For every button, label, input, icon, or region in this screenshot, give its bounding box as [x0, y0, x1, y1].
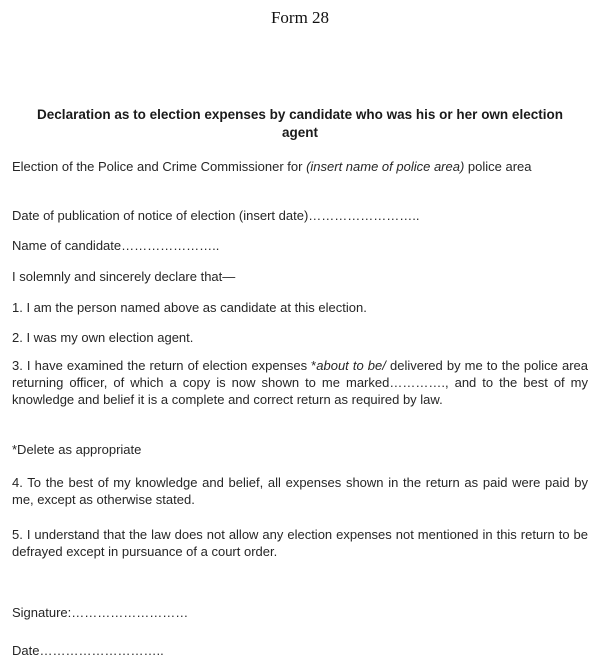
declaration-item-3 — [12, 357, 588, 408]
item-3-text-start: 3. I have examined the return of election expenses * — [12, 358, 317, 373]
date-line: Date……………………….. — [12, 643, 164, 658]
candidate-name-field: Name of candidate………………….. — [12, 238, 220, 253]
declaration-item-2: 2. I was my own election agent. — [12, 330, 194, 345]
election-prefix: Election of the Police and Crime Commissioner for — [12, 159, 307, 174]
delete-note: *Delete as appropriate — [12, 442, 142, 457]
declaration-item-1: 1. I am the person named above as candidate at this election. — [12, 300, 367, 315]
election-insert-instruction: (insert name of police area) — [306, 159, 465, 174]
declaration-intro: I solemnly and sincerely declare that— — [12, 269, 236, 284]
declaration-heading: Declaration as to election expenses by candidate who was his or her own election agent — [37, 107, 563, 140]
declaration-item-4: 4. To the best of my knowledge and belief, all expenses shown in the return as paid were paid by me, except as otherwise stated. — [12, 475, 588, 507]
election-suffix: police area — [464, 159, 532, 174]
publication-date-field: Date of publication of notice of election (insert date)…………………….. — [12, 208, 420, 223]
item-3-text-end: delivered by me to the police area returning officer, of which a copy is now shown to me marked…………., and to the best of my knowledge and belief it is a complete and correct return as required by law. — [12, 358, 588, 407]
signature-line: Signature:……………………… — [12, 605, 189, 620]
declaration-item-5: 5. I understand that the law does not allow any election expenses not mentioned in this return to be defrayed except in pursuance of a court order. — [12, 527, 588, 559]
election-field — [12, 158, 588, 175]
form-number: Form 28 — [270, 8, 330, 27]
item-3-option: about to be/ — [316, 358, 386, 373]
